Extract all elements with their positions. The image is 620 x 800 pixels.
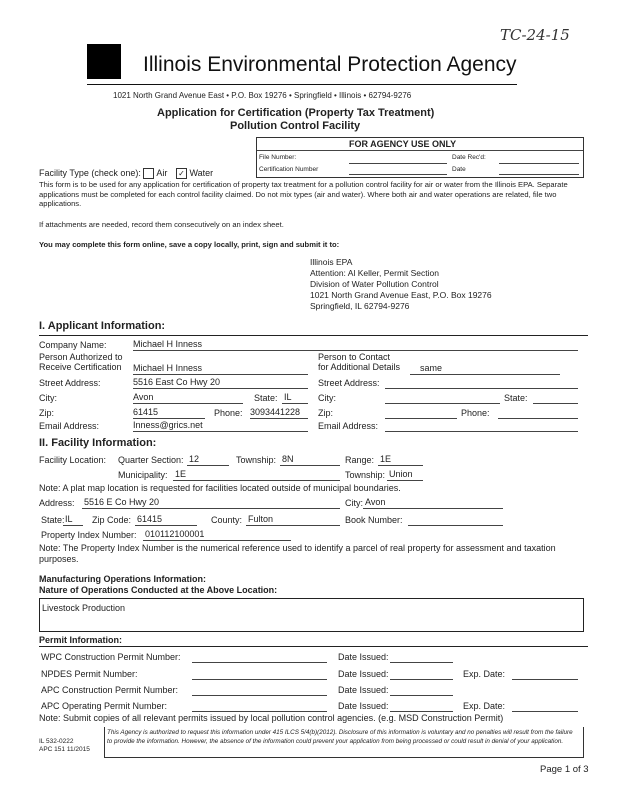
agency-name: Illinois Environmental Protection Agency (143, 53, 517, 76)
state-label: State: (254, 393, 278, 403)
form-id (39, 738, 90, 754)
authorized-label-l2: Receive Certification (39, 362, 122, 372)
contact-label (318, 352, 400, 372)
manufacturing-heading: Manufacturing Operations Information: (39, 574, 207, 584)
wpc-date-label: Date Issued: (338, 652, 389, 662)
permit-heading: Permit Information: (39, 635, 123, 645)
agency-logo (87, 44, 121, 79)
wpc-label: WPC Construction Permit Number: (41, 652, 181, 662)
agency-box-rule (257, 150, 583, 151)
mail-line: Springfield, IL 62794-9276 (310, 301, 410, 311)
intro-paragraph: This form is to be used for any application for certification of property tax treatment for a pollution control facility for air or water from the Illinois EPA. Separate applications must be completed for each control facility claimed. Do not mix types (air and water). Where both air and water operations are related, file two applications. (39, 180, 568, 208)
mailing-address (310, 257, 492, 312)
date-recd-label: Date Rec'd: (452, 154, 486, 161)
file-number-label: File Number: (259, 154, 297, 161)
mail-line: Division of Water Pollution Control (310, 279, 439, 289)
state-field[interactable]: IL (284, 392, 292, 402)
range-field[interactable]: 1E (380, 454, 392, 464)
npdes-date-label: Date Issued: (338, 669, 389, 679)
form-title: Application for Certification (Property Tax Treatment) (157, 107, 435, 119)
township-field[interactable]: 8N (282, 454, 294, 464)
file-number-line (349, 163, 447, 164)
township2-field[interactable]: Union (389, 469, 413, 479)
street2-line (385, 388, 578, 389)
header-rule (87, 84, 517, 85)
county-field[interactable]: Fulton (248, 514, 274, 524)
facility-type-label: Facility Type (check one): (39, 168, 141, 178)
section2-heading: II. Facility Information: (39, 437, 157, 449)
quarter-section-field[interactable]: 12 (189, 454, 200, 464)
municipality-field[interactable]: 1E (175, 469, 187, 479)
permit-note: Note: Submit copies of all relevant permits issued by local pollution control agencies. (e.g. MSD Construction Permit) (39, 713, 504, 723)
apc-operating-exp-line (512, 711, 578, 712)
nature-box[interactable] (39, 598, 584, 632)
city-field[interactable]: Avon (133, 392, 154, 402)
agency-use-box (256, 137, 584, 178)
township-label: Township: (236, 455, 277, 465)
water-checkbox[interactable]: ✓ (176, 168, 187, 179)
address-field[interactable]: 5516 E Co Hwy 20 (84, 497, 160, 507)
fac-city-line (363, 508, 503, 509)
authorized-label-l1: Person Authorized to (39, 352, 123, 362)
authorized-field[interactable]: Michael H Inness (133, 363, 203, 373)
disclaimer-text: This Agency is authorized to request this information under 415 ILCS 5/4(b)(2012). Disclosure of this information is voluntary and no penalties will result from the failure to provide the information. However, the absence of the information could prevent your application from being processed or could result in denial of your application. (107, 729, 573, 745)
disclaimer-box (104, 727, 584, 758)
phone2-line (498, 418, 578, 419)
facility-type-row (39, 168, 213, 179)
apc-construction-label: APC Construction Permit Number: (41, 685, 179, 695)
contact-label-l2: for Additional Details (318, 362, 401, 372)
zip2-label: Zip: (318, 408, 334, 418)
company-line (133, 350, 578, 351)
section1-heading: I. Applicant Information: (39, 320, 166, 332)
npdes-exp-line (512, 679, 578, 680)
street2-label: Street Address: (318, 378, 380, 388)
book-number-label: Book Number: (345, 515, 403, 525)
form-subtitle: Pollution Control Facility (230, 120, 361, 132)
contact-label-l1: Person to Contact (318, 352, 391, 362)
city2-line (385, 403, 500, 404)
pin-line (143, 540, 291, 541)
fac-city-field[interactable]: Avon (365, 497, 386, 507)
phone-line (250, 418, 308, 419)
form-id-line2: APC 151 11/2015 (39, 746, 90, 753)
authorized-label (39, 352, 123, 372)
city2-label: City: (318, 393, 336, 403)
submit-instructions: You may complete this form online, save a copy locally, print, sign and submit it to: (39, 240, 340, 249)
state2-label: State: (504, 393, 528, 403)
npdes-label: NPDES Permit Number: (41, 669, 138, 679)
air-label: Air (156, 168, 168, 178)
fac-zip-line (135, 525, 197, 526)
state2-line (533, 403, 578, 404)
township2-label: Township: (345, 470, 386, 480)
pin-note: Note: The Property Index Number is the numerical reference used to identify a parcel of real property for assessment and taxation purposes. (39, 543, 556, 564)
mail-line: Attention: Al Keller, Permit Section (310, 268, 439, 278)
fac-zip-field[interactable]: 61415 (137, 514, 163, 524)
phone-field[interactable]: 3093441228 (250, 407, 301, 417)
agency-address: 1021 North Grand Avenue East • P.O. Box 19276 • Springfield • Illinois • 62794-9276 (113, 91, 412, 100)
cert-number-label: Certification Number (259, 166, 319, 173)
email2-label: Email Address: (318, 421, 379, 431)
water-label: Water (189, 168, 214, 178)
municipality-line (173, 480, 340, 481)
email-field[interactable]: Inness@grics.net (133, 420, 203, 430)
fac-state-field[interactable]: IL (65, 514, 73, 524)
date-label: Date (452, 166, 466, 173)
email-label: Email Address: (39, 421, 100, 431)
street-label: Street Address: (39, 378, 101, 388)
page-number: Page 1 of 3 (540, 764, 589, 775)
email-line (133, 431, 308, 432)
apc-construction-date-label: Date Issued: (338, 685, 389, 695)
facility-location-label: Facility Location: (39, 455, 107, 465)
zip-field[interactable]: 61415 (133, 407, 159, 417)
nature-label: Nature of Operations Conducted at the Above Location: (39, 585, 278, 595)
phone2-label: Phone: (461, 408, 490, 418)
municipality-label: Municipality: (118, 470, 168, 480)
company-label: Company Name: (39, 340, 107, 350)
range-line (378, 465, 423, 466)
mail-line: Illinois EPA (310, 257, 353, 267)
city-label: City: (39, 393, 57, 403)
cert-number-line (349, 174, 447, 175)
apc-operating-date-line (390, 711, 453, 712)
wpc-date-line (390, 662, 453, 663)
township-line (280, 465, 340, 466)
quarter-section-label: Quarter Section: (118, 455, 184, 465)
city-line (133, 403, 243, 404)
phone-label: Phone: (214, 408, 243, 418)
form-id-line1: IL 532-0222 (39, 738, 74, 745)
fac-zip-label: Zip Code: (92, 515, 132, 525)
pin-label: Property Index Number: (41, 530, 137, 540)
quarter-section-line (187, 465, 229, 466)
address-label: Address: (39, 498, 75, 508)
fac-state-label: State: (41, 515, 65, 525)
pin-field[interactable]: 010112100001 (145, 529, 205, 539)
street-field[interactable]: 5516 East Co Hwy 20 (133, 377, 221, 387)
company-field[interactable]: Michael H Inness (133, 339, 203, 349)
date-recd-line (499, 163, 579, 164)
contact-field[interactable]: same (420, 363, 443, 373)
range-label: Range: (345, 455, 375, 465)
book-number-line (408, 525, 503, 526)
mail-line: 1021 North Grand Avenue East, P.O. Box 19276 (310, 290, 492, 300)
township2-line (387, 480, 423, 481)
attachments-note: If attachments are needed, record them consecutively on an index sheet. (39, 220, 284, 229)
plat-note: Note: A plat map location is requested for facilities located outside of municipal boundaries. (39, 483, 401, 493)
handwritten-id: TC-24-15 (500, 26, 570, 44)
wpc-line (192, 662, 327, 663)
apc-operating-line (192, 711, 327, 712)
apc-operating-exp-label: Exp. Date: (463, 701, 506, 711)
email2-line (385, 431, 578, 432)
address-line (82, 508, 340, 509)
zip-label: Zip: (39, 408, 55, 418)
contact-line (410, 374, 560, 375)
authorized-line (133, 374, 308, 375)
npdes-line (192, 679, 327, 680)
fac-state-line (63, 525, 83, 526)
air-checkbox[interactable] (143, 168, 154, 179)
fac-city-label: City: (345, 498, 363, 508)
zip2-line (385, 418, 457, 419)
permit-rule (39, 646, 588, 647)
county-label: County: (211, 515, 243, 525)
apc-construction-date-line (390, 695, 453, 696)
date-line (499, 174, 579, 175)
npdes-exp-label: Exp. Date: (463, 669, 506, 679)
section1-rule (39, 335, 588, 336)
apc-operating-label: APC Operating Permit Number: (41, 701, 168, 711)
street-line (133, 388, 308, 389)
apc-construction-line (192, 695, 327, 696)
county-line (246, 525, 340, 526)
state-line (282, 403, 308, 404)
agency-box-title: FOR AGENCY USE ONLY (349, 139, 457, 149)
nature-field: Livestock Production (42, 603, 126, 613)
apc-operating-date-label: Date Issued: (338, 701, 389, 711)
zip-line (133, 418, 205, 419)
npdes-date-line (390, 679, 453, 680)
